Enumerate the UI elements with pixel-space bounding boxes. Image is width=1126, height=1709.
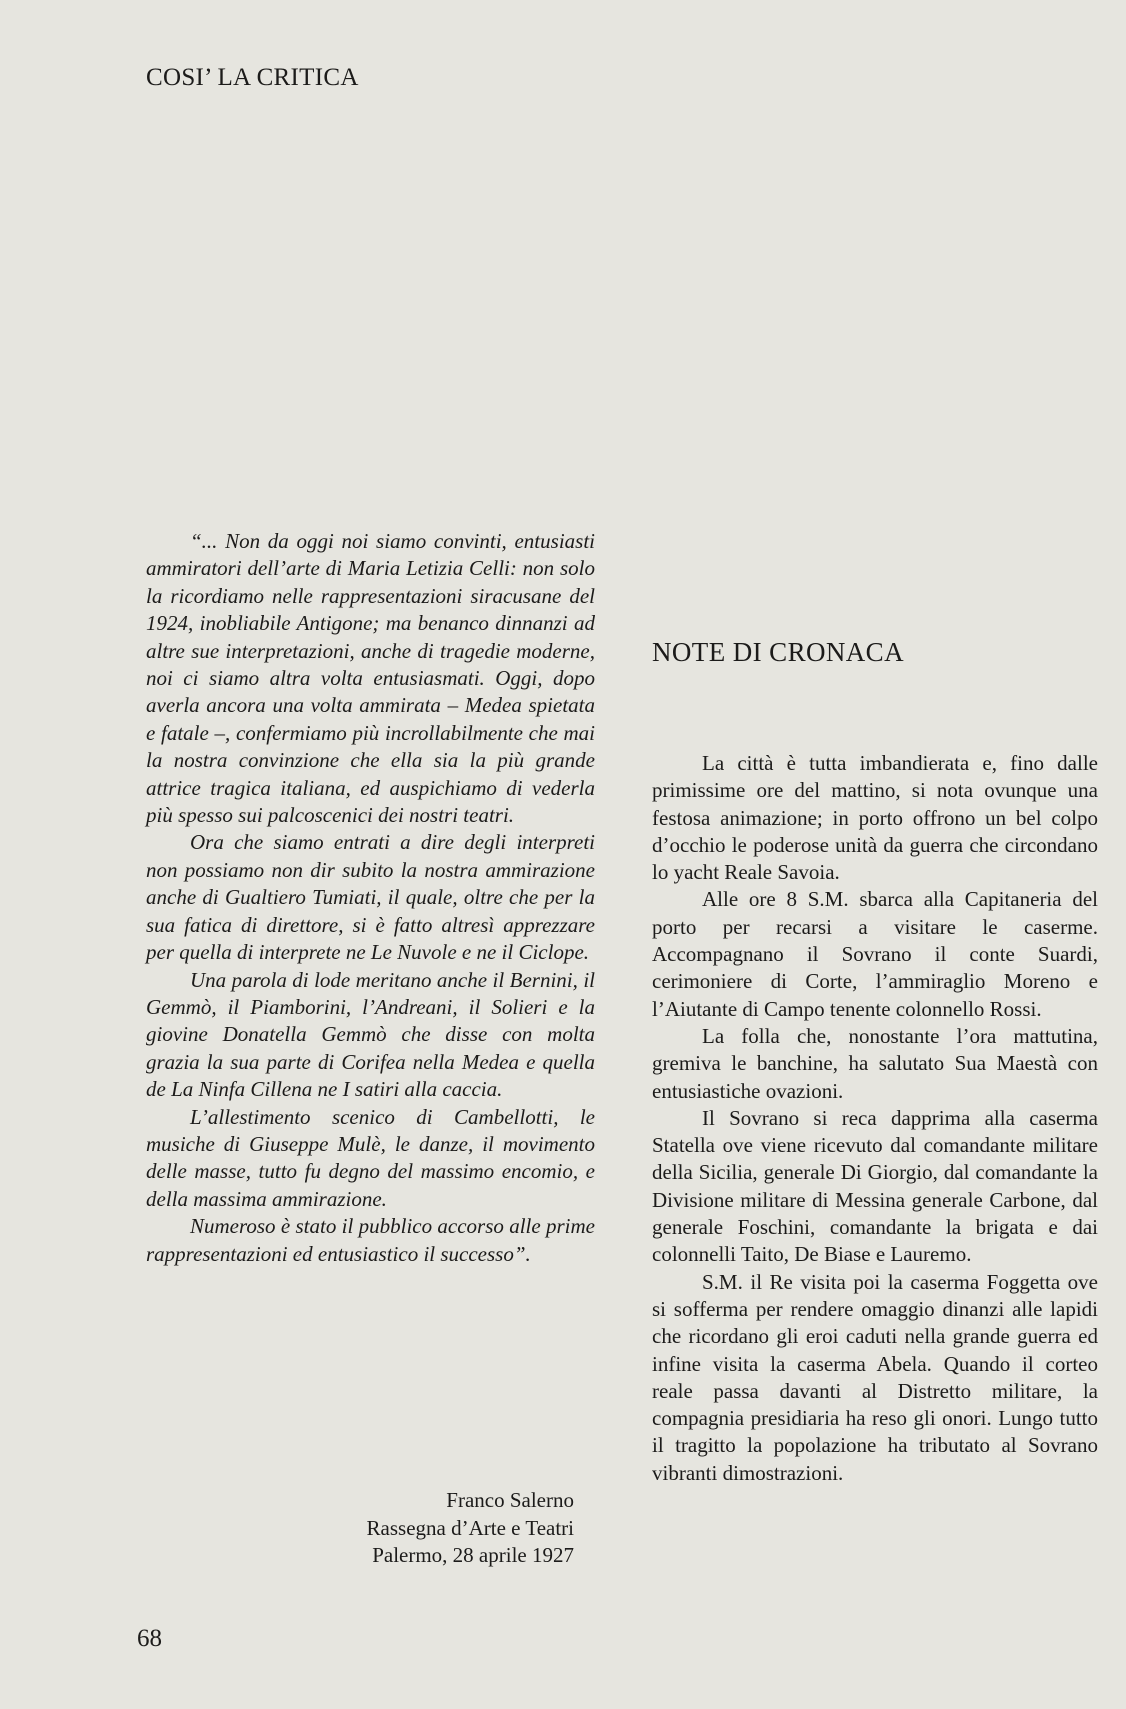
quote-paragraph: Ora che siamo entrati a dire degli interpreti non possiamo non dir subito la nostra ammirazione anche di Gualtiero Tumiati, il quale, oltre che per la sua fatica di direttore, si è fatto altresì apprezzare per quella di interprete ne Le Nuvole e ne il Ciclope. — [146, 830, 595, 965]
quote-paragraph: L’allestimento scenico di Cambellotti, le musiche di Giuseppe Mulè, le danze, il movimento delle masse, tutto fu degno del massimo encomio, e della massima ammirazione. — [146, 1104, 595, 1211]
chronicle-paragraph: S.M. il Re visita poi la caserma Foggetta ove si sofferma per rendere omaggio dinanzi alle lapidi che ricordano gli eroi caduti nella grande guerra ed infine visita la caserma Abela. Quando il corteo reale passa davanti al Distretto militare, la compagnia presidiaria ha reso gli onori. Lungo tutto il tragitto la popolazione ha tributato al Sovrano vibranti dimostrazioni. — [652, 1269, 1098, 1485]
chronicle-body — [652, 750, 1098, 1487]
quote-paragraph: Numeroso è stato il pubblico accorso alle prime rappresentazioni ed entusiastico il successo”. — [146, 1214, 595, 1266]
page-number: 68 — [137, 1625, 162, 1652]
signature-place-date: Palermo, 28 aprile 1927 — [372, 1543, 574, 1567]
chronicle-paragraph: Il Sovrano si reca dapprima alla caserma Statella ove viene ricevuto dal comandante militare della Sicilia, generale Di Giorgio, dal comandante la Divisione militare di Messina generale Carbone, dal generale Foschini, comandante la brigata e dai colonnelli Taito, De Biase e Lauremo. — [652, 1105, 1098, 1267]
signature-publication: Rassegna d’Arte e Teatri — [366, 1515, 574, 1540]
signature-block — [146, 1487, 574, 1570]
quote-paragraph: “... Non da oggi noi siamo convinti, entusiasti ammiratori dell’arte di Maria Letizia Celli: non solo la ricordiamo nelle rappresentazioni siracusane del 1924, inobliabile Antigone; ma benanco dinnanzi ad altre sue interpretazioni, anche di tragedie moderne, noi ci siamo altra volta entusiasmati. Oggi, dopo averla ancora una volta ammirata – Medea spietata e fatale –, confermiamo più incrollabilmente che mai la nostra convinzione che ella sia la più grande attrice tragica italiana, ed auspichiamo di vederla più spesso sui palcoscenici dei nostri teatri. — [146, 529, 595, 828]
chronicle-paragraph: La città è tutta imbandierata e, fino dalle primissime ore del mattino, si nota ovunque una festosa animazione; in porto offrono un bel colpo d’occhio le poderose unità da guerra che circondano lo yacht Reale Savoia. — [652, 751, 1098, 885]
chronicle-title: NOTE DI CRONACA — [652, 637, 904, 667]
critic-quote — [146, 528, 595, 1268]
chronicle-paragraph: Alle ore 8 S.M. sbarca alla Capitaneria del porto per recarsi a visitare le caserme. Accompagnano il Sovrano il conte Suardi, cerimoniere di Corte, l’ammiraglio Moreno e l’Aiutante di Campo tenente colonnello Rossi. — [652, 887, 1098, 1021]
quote-paragraph: Una parola di lode meritano anche il Bernini, il Gemmò, il Piamborini, l’Andreani, il Solieri e la giovine Donatella Gemmò che disse con molta grazia la sua parte di Corifea nella Medea e quella de La Ninfa Cillena ne I satiri alla caccia. — [146, 967, 595, 1102]
signature-author: Franco Salerno — [446, 1488, 574, 1512]
chronicle-paragraph: La folla che, nonostante l’ora mattutina, gremiva le banchine, ha salutato Sua Maestà con entusiastiche ovazioni. — [652, 1023, 1098, 1103]
section-header: COSI’ LA CRITICA — [146, 64, 359, 91]
